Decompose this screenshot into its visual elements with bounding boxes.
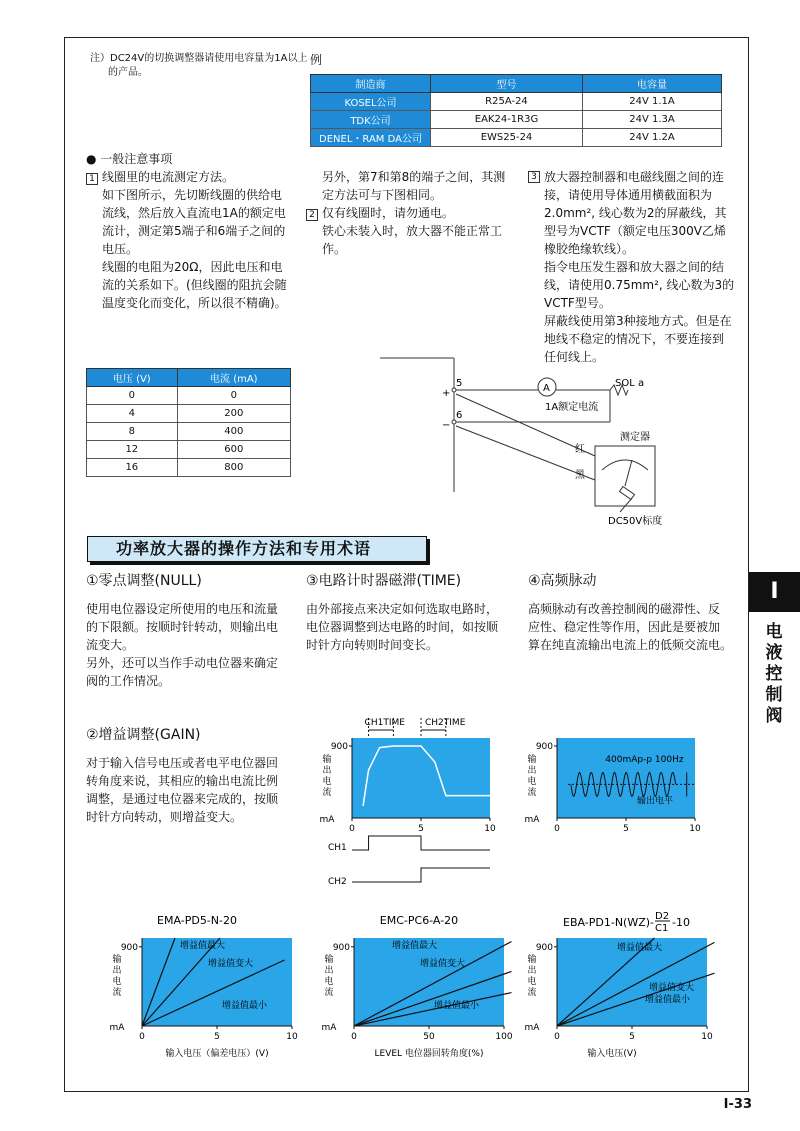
chapter-label-char: 控	[765, 664, 783, 684]
gain-up-label: 增益值变大	[208, 959, 254, 969]
chart-title-fraction-bottom: C1	[655, 923, 669, 934]
example-label: 例	[310, 53, 323, 67]
table-cell: EAK24-1R3G	[431, 111, 583, 129]
table-cell: EWS25-24	[431, 129, 583, 147]
text-line: 算在纯直流输出电流上的低频交流电。	[528, 638, 733, 652]
y-axis-label-char: 出	[322, 766, 332, 776]
text-line: 接，请使用导体通用横截面积为	[544, 188, 713, 202]
y-tick-label: 900	[332, 942, 350, 953]
gain-up-label: 增益值变大	[420, 959, 466, 969]
note	[90, 52, 310, 80]
table-header: 电压 (V)	[87, 369, 178, 387]
text-line: 地线不稳定的情况下，不要连接到	[544, 332, 725, 346]
section-title-box	[87, 536, 427, 562]
terminal-5-label: 5	[456, 378, 463, 389]
table-row	[87, 405, 291, 423]
text-line: 对于输入信号电压或者电平电位器回	[86, 756, 279, 770]
text-line: 由外部接点来决定如何选取电路时，	[306, 602, 499, 616]
y-axis-label-char: 出	[527, 966, 537, 976]
ch2-signal-trace	[352, 868, 490, 882]
x-tick-label: 0	[351, 1032, 357, 1042]
ammeter-label: A	[543, 383, 550, 394]
table-cell: 8	[87, 423, 178, 441]
ch2-time-label: CH2TIME	[425, 718, 466, 728]
text-line: 另外，还可以当作手动电位器来确定	[86, 656, 279, 670]
item-number-box: 3	[528, 171, 540, 183]
text-line: 电压。	[102, 242, 139, 256]
plot-area	[142, 938, 292, 1026]
plus-sign: +	[442, 388, 451, 399]
chapter-label-char: 液	[765, 643, 783, 663]
table-cell: 24V 1.1A	[583, 93, 722, 111]
section-title: 功率放大器的操作方法和专用术语	[116, 539, 372, 558]
subsection-title: ①零点调整(NULL)	[86, 573, 202, 589]
x-tick-label: 0	[349, 824, 355, 834]
y-unit-label: mA	[321, 1023, 337, 1033]
subsection-title: ②增益调整(GAIN)	[86, 727, 201, 743]
subsection-dither	[528, 570, 743, 654]
terminal-6	[452, 420, 456, 424]
text-line: 任何线上。	[544, 350, 605, 364]
y-axis-label-char: 电	[322, 777, 332, 787]
gain-max-label: 增益值最大	[180, 941, 226, 951]
chapter-tab: I	[749, 572, 800, 612]
gain-min-label: 增益值最小	[645, 995, 691, 1005]
chart-title: EBA-PD1-N(WZ)-	[563, 916, 655, 929]
x-tick-label: 5	[623, 824, 629, 834]
table-cell: 24V 1.3A	[583, 111, 722, 129]
emc-chart	[312, 912, 522, 1062]
y-axis-label-char: 输	[112, 955, 122, 965]
text-line: 如下图所示，先切断线圈的供给电	[102, 188, 283, 202]
y-axis-label-char: 电	[527, 777, 537, 787]
terminal-6-label: 6	[456, 410, 463, 421]
time-chart	[310, 714, 510, 894]
x-tick-label: 10	[484, 824, 496, 834]
text-line: 型号为VCTF（额定电压300V乙烯	[544, 224, 726, 238]
text-line: 电位器调整到达电路的时间，如按顺	[306, 620, 499, 634]
y-axis-label-char: 输	[324, 955, 334, 965]
dither-chart	[515, 714, 710, 834]
x-tick-label: 10	[689, 824, 701, 834]
y-axis-label-char: 出	[527, 766, 537, 776]
eba-chart	[515, 908, 725, 1062]
y-unit-label: mA	[524, 815, 540, 825]
item-title: 线圈里的电流测定方法。	[102, 170, 235, 184]
example-table	[310, 74, 722, 147]
text-line: 作。	[322, 242, 347, 256]
precautions-col3	[528, 168, 743, 366]
sol-label: SOL a	[615, 378, 645, 389]
ch1-signal-trace	[352, 836, 490, 850]
output-level-label: 输出电平	[637, 796, 674, 807]
x-tick-label: 0	[554, 824, 560, 834]
chart-title: EMC-PC6-A-20	[379, 914, 459, 927]
ch1-signal-label: CH1	[328, 843, 347, 853]
x-axis-label: 输入电压(V)	[587, 1049, 637, 1059]
y-axis-label-char: 输	[527, 955, 537, 965]
subsection-time	[306, 570, 521, 654]
item-title: 仅有线圈时，请勿通电。	[322, 206, 455, 220]
y-axis-label-char: 电	[324, 977, 334, 987]
text-line: 橡胶绝缘软线）。	[544, 242, 635, 256]
text-line: 时针方向转则时间变长。	[306, 638, 439, 652]
minus-sign: −	[442, 420, 451, 431]
x-tick-label: 5	[629, 1032, 635, 1042]
item-number-box: 2	[306, 209, 318, 221]
table-cell: 200	[177, 405, 290, 423]
table-cell: KOSEL公司	[311, 93, 431, 111]
black-label: 黑	[575, 470, 585, 481]
precautions-col1	[86, 150, 301, 312]
y-tick-label: 900	[330, 742, 348, 752]
y-axis-label-char: 流	[527, 988, 537, 998]
ch1-time-label: CH1TIME	[364, 718, 405, 728]
gain-min-label: 增益值最小	[222, 1001, 268, 1011]
text-line: 铁心未装入时，放大器不能正常工	[322, 224, 503, 238]
text-line: 2.0mm², 线心数为2的屏蔽线，其	[544, 206, 727, 220]
note-line: 注）DC24V的切换调整器请使用电容量为1A以上	[90, 53, 308, 64]
table-cell: TDK公司	[311, 111, 431, 129]
chart-title-fraction-top: D2	[655, 911, 670, 922]
vi-table	[86, 368, 291, 477]
table-row	[87, 387, 291, 405]
text-line: VCTF型号。	[544, 296, 611, 310]
x-tick-label: 5	[418, 824, 424, 834]
text-line: 转角度来说，其相应的输出电流比例	[86, 774, 279, 788]
subsection-title: ④高频脉动	[528, 573, 597, 589]
y-axis-label-char: 出	[324, 966, 334, 976]
x-tick-label: 10	[701, 1032, 713, 1042]
table-row	[311, 111, 722, 129]
table-row	[87, 441, 291, 459]
scale-label: DC50V标度	[608, 516, 663, 527]
table-cell: 0	[87, 387, 178, 405]
table-cell: 600	[177, 441, 290, 459]
x-tick-label: 50	[423, 1032, 435, 1042]
text-line: 指令电压发生器和放大器之间的结	[544, 260, 725, 274]
y-unit-label: mA	[109, 1023, 125, 1033]
text-line: 屏蔽线使用第3种接地方式。但是在	[544, 314, 732, 328]
precautions-col2	[306, 168, 521, 258]
table-header: 制造商	[311, 75, 431, 93]
text-line: 线，请使用0.75mm², 线心数为3的	[544, 278, 735, 292]
table-cell: 4	[87, 405, 178, 423]
gain-max-label: 增益值最大	[392, 941, 438, 951]
y-axis-label-char: 流	[527, 788, 537, 798]
gain-max-label: 增益值最大	[617, 943, 663, 953]
chapter-label	[762, 622, 786, 727]
text-line: 应性、稳定性等作用，因此是要被加	[528, 620, 721, 634]
red-label: 红	[575, 444, 585, 455]
text-line: 另外，第7和第8的端子之间，其测	[322, 170, 506, 184]
y-axis-label-char: 流	[322, 788, 332, 798]
text-line: 放大器控制器和电磁线圈之间的连	[544, 170, 725, 184]
subsection-gain	[86, 724, 301, 826]
text-line: 流计，测定第5端子和6端子之间的	[102, 224, 286, 238]
x-tick-label: 10	[286, 1032, 298, 1042]
amplitude-label: 400mAp-p 100Hz	[605, 755, 684, 765]
table-row	[311, 93, 722, 111]
ch2-signal-label: CH2	[328, 877, 347, 887]
y-unit-label: mA	[319, 815, 335, 825]
table-cell: DENEL・RAM DA公司	[311, 129, 431, 147]
y-unit-label: mA	[524, 1023, 540, 1033]
table-cell: 800	[177, 459, 290, 477]
table-cell: 12	[87, 441, 178, 459]
y-axis-label-char: 流	[324, 988, 334, 998]
text-line: 使用电位器设定所使用的电压和流量	[86, 602, 279, 616]
item-number-box: 1	[86, 173, 98, 185]
precautions-heading: ● 一般注意事项	[86, 152, 173, 166]
text-line: 阀的工作情况。	[86, 674, 171, 688]
subsection-null	[86, 570, 296, 690]
rated-current-label: 1A额定电流	[545, 402, 599, 413]
circuit-diagram	[370, 352, 690, 532]
gain-up-label: 增益值变大	[649, 983, 695, 993]
page-number: I-33	[723, 1097, 752, 1112]
text-line: 流线，然后放入直流电1A的额定电	[102, 206, 286, 220]
y-axis-label-char: 电	[527, 977, 537, 987]
table-cell: 16	[87, 459, 178, 477]
text-line: 调整，是通过电位器来完成的，按顺	[86, 792, 279, 806]
x-axis-label: LEVEL 电位器回转角度(%)	[374, 1049, 484, 1059]
y-axis-label-char: 出	[112, 966, 122, 976]
voltmeter-icon	[595, 446, 655, 506]
chapter-label-char: 电	[765, 622, 783, 642]
text-line: 线圈的电阻为20Ω，因此电压和电	[102, 260, 283, 274]
text-line: 流的关系如下。(但线圈的阻抗会随	[102, 278, 287, 292]
y-tick-label: 900	[535, 942, 553, 953]
x-axis-label: 输入电压（偏差电压）(V)	[165, 1049, 269, 1059]
chapter-label-char: 制	[765, 685, 783, 705]
text-line: 时针方向转动，则增益变大。	[86, 810, 243, 824]
text-line: 的下限额。按顺时针转动，则输出电	[86, 620, 279, 634]
terminal-5	[452, 388, 456, 392]
chart-title: EMA-PD5-N-20	[157, 914, 237, 927]
text-line: 流变大。	[86, 638, 135, 652]
subsection-title: ③电路计时器磁滞(TIME)	[306, 573, 462, 589]
table-cell: 400	[177, 423, 290, 441]
x-tick-label: 100	[495, 1032, 513, 1042]
table-header: 型号	[431, 75, 583, 93]
table-row	[87, 459, 291, 477]
note-line: 的产品。	[108, 67, 148, 78]
table-header: 电容量	[583, 75, 722, 93]
y-tick-label: 900	[120, 942, 138, 953]
y-axis-label-char: 输	[527, 755, 537, 765]
table-row	[311, 129, 722, 147]
x-tick-label: 5	[214, 1032, 220, 1042]
y-axis-label-char: 流	[112, 988, 122, 998]
ema-chart	[100, 912, 310, 1062]
meter-label: 测定器	[620, 432, 650, 443]
plot-area	[352, 738, 490, 818]
y-axis-label-char: 输	[322, 755, 332, 765]
table-header: 电流 (mA)	[177, 369, 290, 387]
text-line: 高频脉动有改善控制阀的磁滞性、反	[528, 602, 721, 616]
x-tick-label: 0	[139, 1032, 145, 1042]
table-cell: R25A-24	[431, 93, 583, 111]
y-tick-label: 900	[535, 742, 553, 752]
chart-title-suffix: -10	[672, 916, 690, 929]
chapter-label-char: 阀	[765, 706, 783, 726]
text-line: 温度变化而变化，所以很不精确)。	[102, 296, 287, 310]
gain-min-label: 增益值最小	[434, 1001, 480, 1011]
y-axis-label-char: 电	[112, 977, 122, 987]
x-tick-label: 0	[554, 1032, 560, 1042]
table-cell: 24V 1.2A	[583, 129, 722, 147]
table-cell: 0	[177, 387, 290, 405]
table-row	[87, 423, 291, 441]
text-line: 定方法可与下图相同。	[322, 188, 443, 202]
